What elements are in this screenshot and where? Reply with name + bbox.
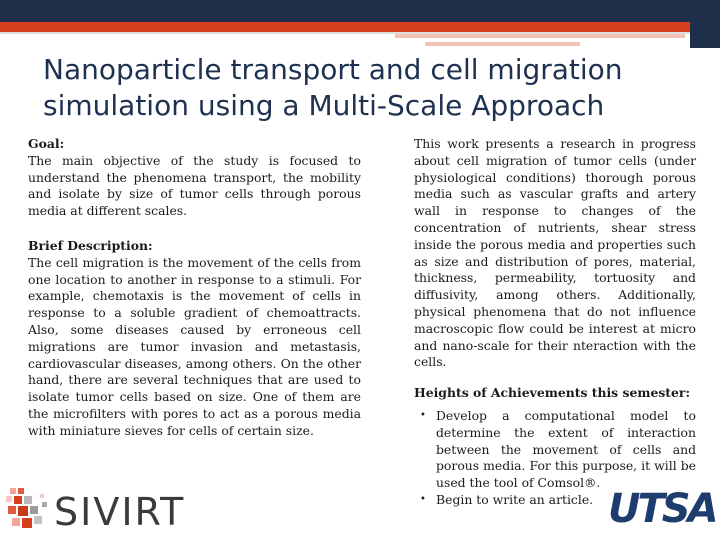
spacer — [28, 220, 361, 238]
header-band-red — [0, 22, 720, 32]
spacer — [414, 371, 696, 385]
header-accent-line-1 — [395, 34, 685, 38]
goal-heading: Goal: — [28, 136, 65, 151]
utsa-logo — [608, 486, 716, 532]
achievements-heading: Heights of Achievements this semester: — [414, 385, 691, 401]
research-text: This work presents a research in progress about cell migration of tumor cells (under physiological conditions) thorough porous media such as vascular grafts and artery wall in response to changes of the concentration of nutrients, shear stress inside the porous media and properties such as size and distribution of pores, material, thickness, permeability, tortuosity and diffusivity, among others. Additionally, physical phenomena that do not influence macroscopic flow could be interest at micro and nano-scale for their nteraction with the cells. — [414, 136, 696, 370]
list-item: • Develop a computational model to determine the extent of interaction between the movement of cells and porous media. For this purpose, it will be used the tool of Comsol®. — [414, 408, 696, 492]
list-item: • Begin to write an article. — [414, 492, 696, 509]
header-accent-line-2 — [425, 42, 580, 46]
left-column — [28, 136, 361, 440]
right-column — [414, 136, 696, 509]
utsa-logo-text: UTSA — [608, 486, 716, 532]
sivirt-logo-text: SIVIRT — [54, 490, 186, 534]
slide-title: Nanoparticle transport and cell migration simulation using a Multi-Scale Approach — [43, 53, 623, 122]
brief-text: The cell migration is the movement of the cells from one location to another in response to a stimuli. For example, chemotaxis is the movement of cells in response to a soluble gradient of chemoattracts. Also, some diseases caused by erroneous cell migrations are tumor invasion and metastasis, cardiovascular diseases, among others. On the other hand, there are several techniques that are used to isolate tumor cells based on size. One of them are the microfilters with pores to act as a porous media with miniature sieves for cells of certain size. — [28, 254, 361, 438]
goal-text: The main objective of the study is focused to understand the phenomena transport, the mobility and isolate by size of tumor cells through porous media at different scales. — [28, 152, 361, 219]
brief-heading: Brief Description: — [28, 237, 153, 253]
sivirt-logo — [4, 486, 186, 534]
header-band-navy-right — [690, 0, 720, 48]
header-band-navy — [0, 0, 720, 22]
